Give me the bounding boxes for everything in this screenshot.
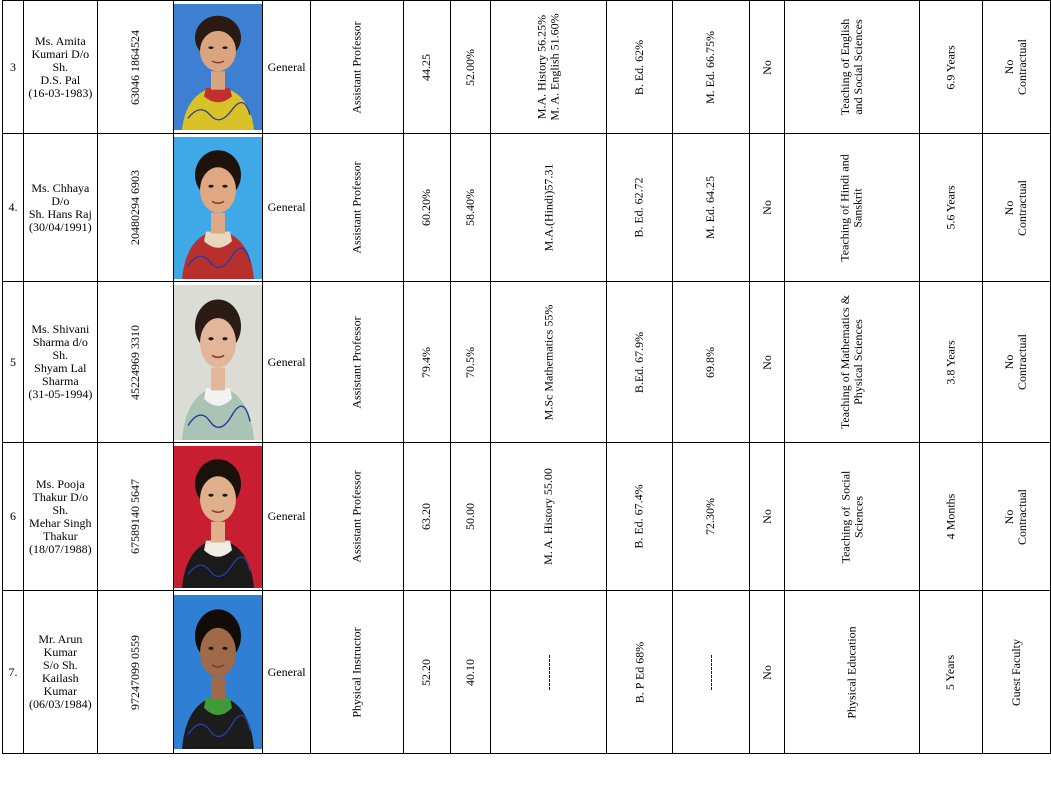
- bed-cell: [607, 591, 672, 754]
- bed-text: B. Ed. 67.4%: [632, 484, 647, 549]
- appointment-type-text: No Contractual: [1002, 39, 1030, 95]
- post-text: Physical Instructor: [349, 626, 364, 718]
- candidate-photo: [174, 285, 262, 440]
- score-2-text: 70.5%: [462, 346, 477, 378]
- med-text: M. Ed. 64.25: [703, 176, 718, 239]
- candidate-name-text: Ms. Chhaya D/o Sh. Hans Raj (30/04/1991): [28, 180, 92, 234]
- post-cell: [310, 591, 403, 754]
- post-cell: [310, 134, 403, 282]
- photo-cell: [173, 1, 263, 134]
- category-text: General: [267, 509, 306, 523]
- net-cell: [749, 1, 784, 134]
- pg-qualification-text: M.A. History 56.25% M. A. English 51.60%: [534, 13, 562, 121]
- table-row: [3, 282, 1051, 443]
- staff-table: [2, 0, 1051, 754]
- registration-id-text: 63046 1864524: [127, 29, 142, 105]
- appointment-type-cell: [982, 134, 1050, 282]
- candidate-name-cell: [24, 134, 98, 282]
- category-text: General: [267, 354, 306, 369]
- med-cell: [672, 443, 749, 591]
- net-text: No: [759, 509, 774, 524]
- score-2-text: 52.00%: [462, 48, 477, 86]
- score-1-cell: [404, 1, 450, 134]
- experience-cell: [920, 134, 983, 282]
- appointment-type-text: No Contractual: [1002, 488, 1030, 545]
- bed-text: B. Ed. 62.72: [632, 177, 647, 238]
- score-2-cell: [450, 443, 490, 591]
- bed-cell: [607, 1, 672, 134]
- post-cell: [310, 443, 403, 591]
- appointment-type-cell: [982, 443, 1050, 591]
- subject-cell: [785, 443, 920, 591]
- candidate-photo: [174, 4, 262, 130]
- candidate-name-text: Mr. Arun Kumar S/o Sh. Kailash Kumar (06/03/1984): [29, 632, 92, 711]
- net-cell: [749, 443, 784, 591]
- pg-qualification-cell: [490, 443, 607, 591]
- pg-qualification-text: M.Sc Mathematics 55%: [541, 304, 556, 420]
- category-text: General: [267, 664, 306, 679]
- pg-qualification-cell: [490, 591, 607, 754]
- net-cell: [749, 134, 784, 282]
- serial-number-cell: [3, 134, 24, 282]
- score-2-cell: [450, 134, 490, 282]
- candidate-name-text: Ms. Shivani Sharma d/o Sh. Shyam Lal Sharma (31-05-1994): [28, 322, 93, 401]
- bed-cell: [607, 282, 672, 443]
- net-cell: [749, 282, 784, 443]
- appointment-type-text: No Contractual: [1002, 179, 1030, 236]
- med-text: M. Ed. 66.75%: [703, 30, 718, 104]
- appointment-type-text: No Contractual: [1002, 334, 1030, 390]
- score-2-cell: [450, 1, 490, 134]
- score-1-text: 79.4%: [419, 346, 434, 378]
- experience-text: 5.6 Years: [943, 185, 958, 230]
- table-row: [3, 134, 1051, 282]
- appointment-type-text: Guest Faculty: [1008, 638, 1023, 706]
- pg-qualification-cell: [490, 1, 607, 134]
- subject-text: Teaching of Social Sciences: [838, 470, 866, 563]
- table-row: [3, 591, 1051, 754]
- candidate-name-text: Ms. Pooja Thakur D/o Sh. Mehar Singh Thakur (18/07/1988): [29, 476, 92, 556]
- candidate-photo: [174, 595, 262, 749]
- photo-cell: [173, 134, 263, 282]
- candidate-name-cell: [24, 443, 98, 591]
- net-text: No: [759, 200, 774, 215]
- score-2-cell: [450, 591, 490, 754]
- post-cell: [310, 1, 403, 134]
- appointment-type-cell: [982, 282, 1050, 443]
- med-cell: [672, 282, 749, 443]
- post-text: Assistant Professor: [349, 161, 364, 254]
- photo-cell: [173, 443, 263, 591]
- net-cell: [749, 591, 784, 754]
- subject-cell: [785, 282, 920, 443]
- experience-cell: [920, 1, 983, 134]
- score-1-text: 52.20: [419, 658, 434, 686]
- candidate-name-cell: [24, 591, 98, 754]
- serial-number-text: 7.: [8, 664, 18, 679]
- bed-cell: [607, 134, 672, 282]
- score-2-text: 58.40%: [462, 189, 477, 226]
- score-1-cell: [404, 282, 450, 443]
- candidate-name-text: Ms. Amita Kumari D/o Sh. D.S. Pal (16-03-1983): [28, 33, 93, 100]
- experience-text: 6.9 Years: [943, 44, 958, 90]
- registration-id-text: 45224969 3310: [127, 324, 142, 400]
- category-text: General: [267, 200, 306, 214]
- score-1-text: 60.20%: [419, 189, 434, 226]
- experience-text: 5 Years: [943, 654, 958, 690]
- table-body: [3, 1, 1051, 754]
- category-text: General: [267, 59, 306, 74]
- subject-text: Teaching of Mathematics & Physical Sciences: [838, 294, 866, 430]
- score-1-text: 63.20: [419, 503, 434, 530]
- experience-cell: [920, 591, 983, 754]
- post-text: Assistant Professor: [349, 20, 364, 114]
- experience-text: 3.8 Years: [943, 339, 958, 385]
- photo-cell: [173, 591, 263, 754]
- score-1-text: 44.25: [419, 53, 434, 81]
- serial-number-text: 5: [10, 354, 17, 369]
- med-text: ---------: [703, 654, 718, 690]
- category-cell: [263, 591, 310, 754]
- net-text: No: [759, 59, 774, 75]
- subject-text: Physical Education: [844, 625, 859, 719]
- pg-qualification-cell: [490, 134, 607, 282]
- bed-cell: [607, 443, 672, 591]
- candidate-photo: [174, 446, 262, 588]
- photo-cell: [173, 282, 263, 443]
- serial-number-cell: [3, 1, 24, 134]
- experience-cell: [920, 443, 983, 591]
- med-cell: [672, 1, 749, 134]
- registration-id-cell: [97, 1, 173, 134]
- registration-id-cell: [97, 282, 173, 443]
- table-row: [3, 443, 1051, 591]
- score-1-cell: [404, 134, 450, 282]
- score-2-text: 40.10: [462, 658, 477, 686]
- pg-qualification-text: M.A.(Hindi)57.31: [541, 163, 556, 252]
- registration-id-cell: [97, 591, 173, 754]
- serial-number-cell: [3, 443, 24, 591]
- registration-id-cell: [97, 134, 173, 282]
- subject-text: Teaching of Hindi and Sanskrit: [838, 153, 866, 262]
- serial-number-text: 6: [10, 509, 17, 523]
- med-text: 72.30%: [703, 498, 718, 535]
- category-cell: [263, 443, 310, 591]
- net-text: No: [759, 664, 774, 680]
- post-cell: [310, 282, 403, 443]
- serial-number-text: 3: [10, 59, 17, 74]
- score-1-cell: [404, 443, 450, 591]
- candidate-photo: [174, 137, 262, 279]
- subject-cell: [785, 591, 920, 754]
- pg-qualification-cell: [490, 282, 607, 443]
- med-cell: [672, 134, 749, 282]
- post-text: Assistant Professor: [349, 315, 364, 409]
- experience-text: 4 Months: [943, 493, 958, 540]
- pg-qualification-text: ---------: [541, 654, 556, 690]
- med-text: 69.8%: [703, 346, 718, 378]
- serial-number-cell: [3, 591, 24, 754]
- subject-cell: [785, 134, 920, 282]
- bed-text: B. P Ed 68%: [632, 641, 647, 703]
- post-text: Assistant Professor: [349, 470, 364, 563]
- bed-text: B.Ed. 67.9%: [632, 331, 647, 393]
- registration-id-text: 67589140 5647: [127, 479, 142, 554]
- registration-id-cell: [97, 443, 173, 591]
- candidate-name-cell: [24, 1, 98, 134]
- serial-number-cell: [3, 282, 24, 443]
- category-cell: [263, 1, 310, 134]
- registration-id-text: 20480294 6903: [127, 170, 142, 245]
- table-row: [3, 1, 1051, 134]
- score-2-text: 50.00: [462, 503, 477, 530]
- subject-text: Teaching of English and Social Sciences: [838, 18, 866, 116]
- appointment-type-cell: [982, 1, 1050, 134]
- score-1-cell: [404, 591, 450, 754]
- appointment-type-cell: [982, 591, 1050, 754]
- net-text: No: [759, 354, 774, 370]
- experience-cell: [920, 282, 983, 443]
- score-2-cell: [450, 282, 490, 443]
- pg-qualification-text: M. A. History 55.00: [541, 468, 556, 565]
- subject-cell: [785, 1, 920, 134]
- med-cell: [672, 591, 749, 754]
- registration-id-text: 97247099 0559: [127, 634, 142, 710]
- serial-number-text: 4.: [8, 200, 18, 214]
- bed-text: B. Ed. 62%: [632, 39, 647, 95]
- category-cell: [263, 134, 310, 282]
- candidate-name-cell: [24, 282, 98, 443]
- category-cell: [263, 282, 310, 443]
